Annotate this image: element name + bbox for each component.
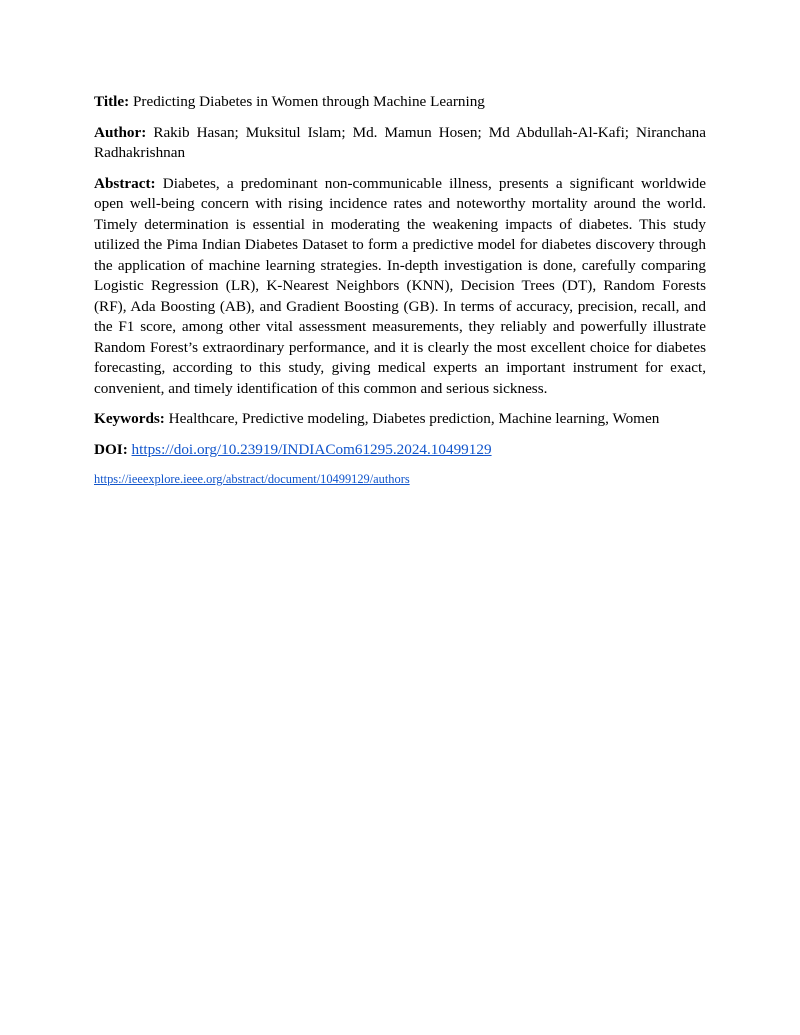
doi-link[interactable]: https://doi.org/10.23919/INDIACom61295.2024.10499129 (131, 440, 492, 458)
ieee-link[interactable]: https://ieeexplore.ieee.org/abstract/document/10499129/authors (94, 472, 410, 486)
keywords-text: Healthcare, Predictive modeling, Diabetes prediction, Machine learning, Women (168, 410, 660, 427)
doi-paragraph (94, 440, 706, 461)
abstract-paragraph (94, 174, 706, 400)
doi-label: DOI: (94, 440, 128, 458)
author-label: Author: (94, 123, 147, 141)
document-page (94, 92, 706, 488)
keywords-paragraph (94, 409, 706, 430)
abstract-text: Diabetes, a predominant non-communicable illness, presents a significant worldwide open well-being concern with rising incidence rates and noteworthy mortality around the world. Timely determination is essential in moderating the weakening impacts of diabetes. This study utilized the Pima Indian Diabetes Dataset to form a predictive model for diabetes discovery through the application of machine learning strategies. In-depth investigation is done, carefully comparing Logistic Regression (LR), K-Nearest Neighbors (KNN), Decision Trees (DT), Random Forests (RF), Ada Boosting (AB), and Gradient Boosting (GB). In terms of accuracy, precision, recall, and the F1 score, among other vital assessment measurements, they reliably and powerfully illustrate Random Forest’s extraordinary performance, and it is clearly the most excellent choice for diabetes forecasting, according to this study, giving medical experts an important instrument for exact, convenient, and timely identification of this common and serious sickness. (94, 174, 707, 397)
title-paragraph (94, 92, 706, 113)
title-text: Predicting Diabetes in Women through Machine Learning (132, 93, 485, 110)
author-text: Rakib Hasan; Muksitul Islam; Md. Mamun Hosen; Md Abdullah-Al-Kafi; Niranchana Radhakrishnan (94, 123, 706, 161)
keywords-label: Keywords: (94, 410, 165, 427)
title-label: Title: (94, 93, 130, 110)
abstract-label: Abstract: (94, 174, 156, 192)
ieee-paragraph (94, 470, 706, 488)
author-paragraph (94, 123, 706, 164)
